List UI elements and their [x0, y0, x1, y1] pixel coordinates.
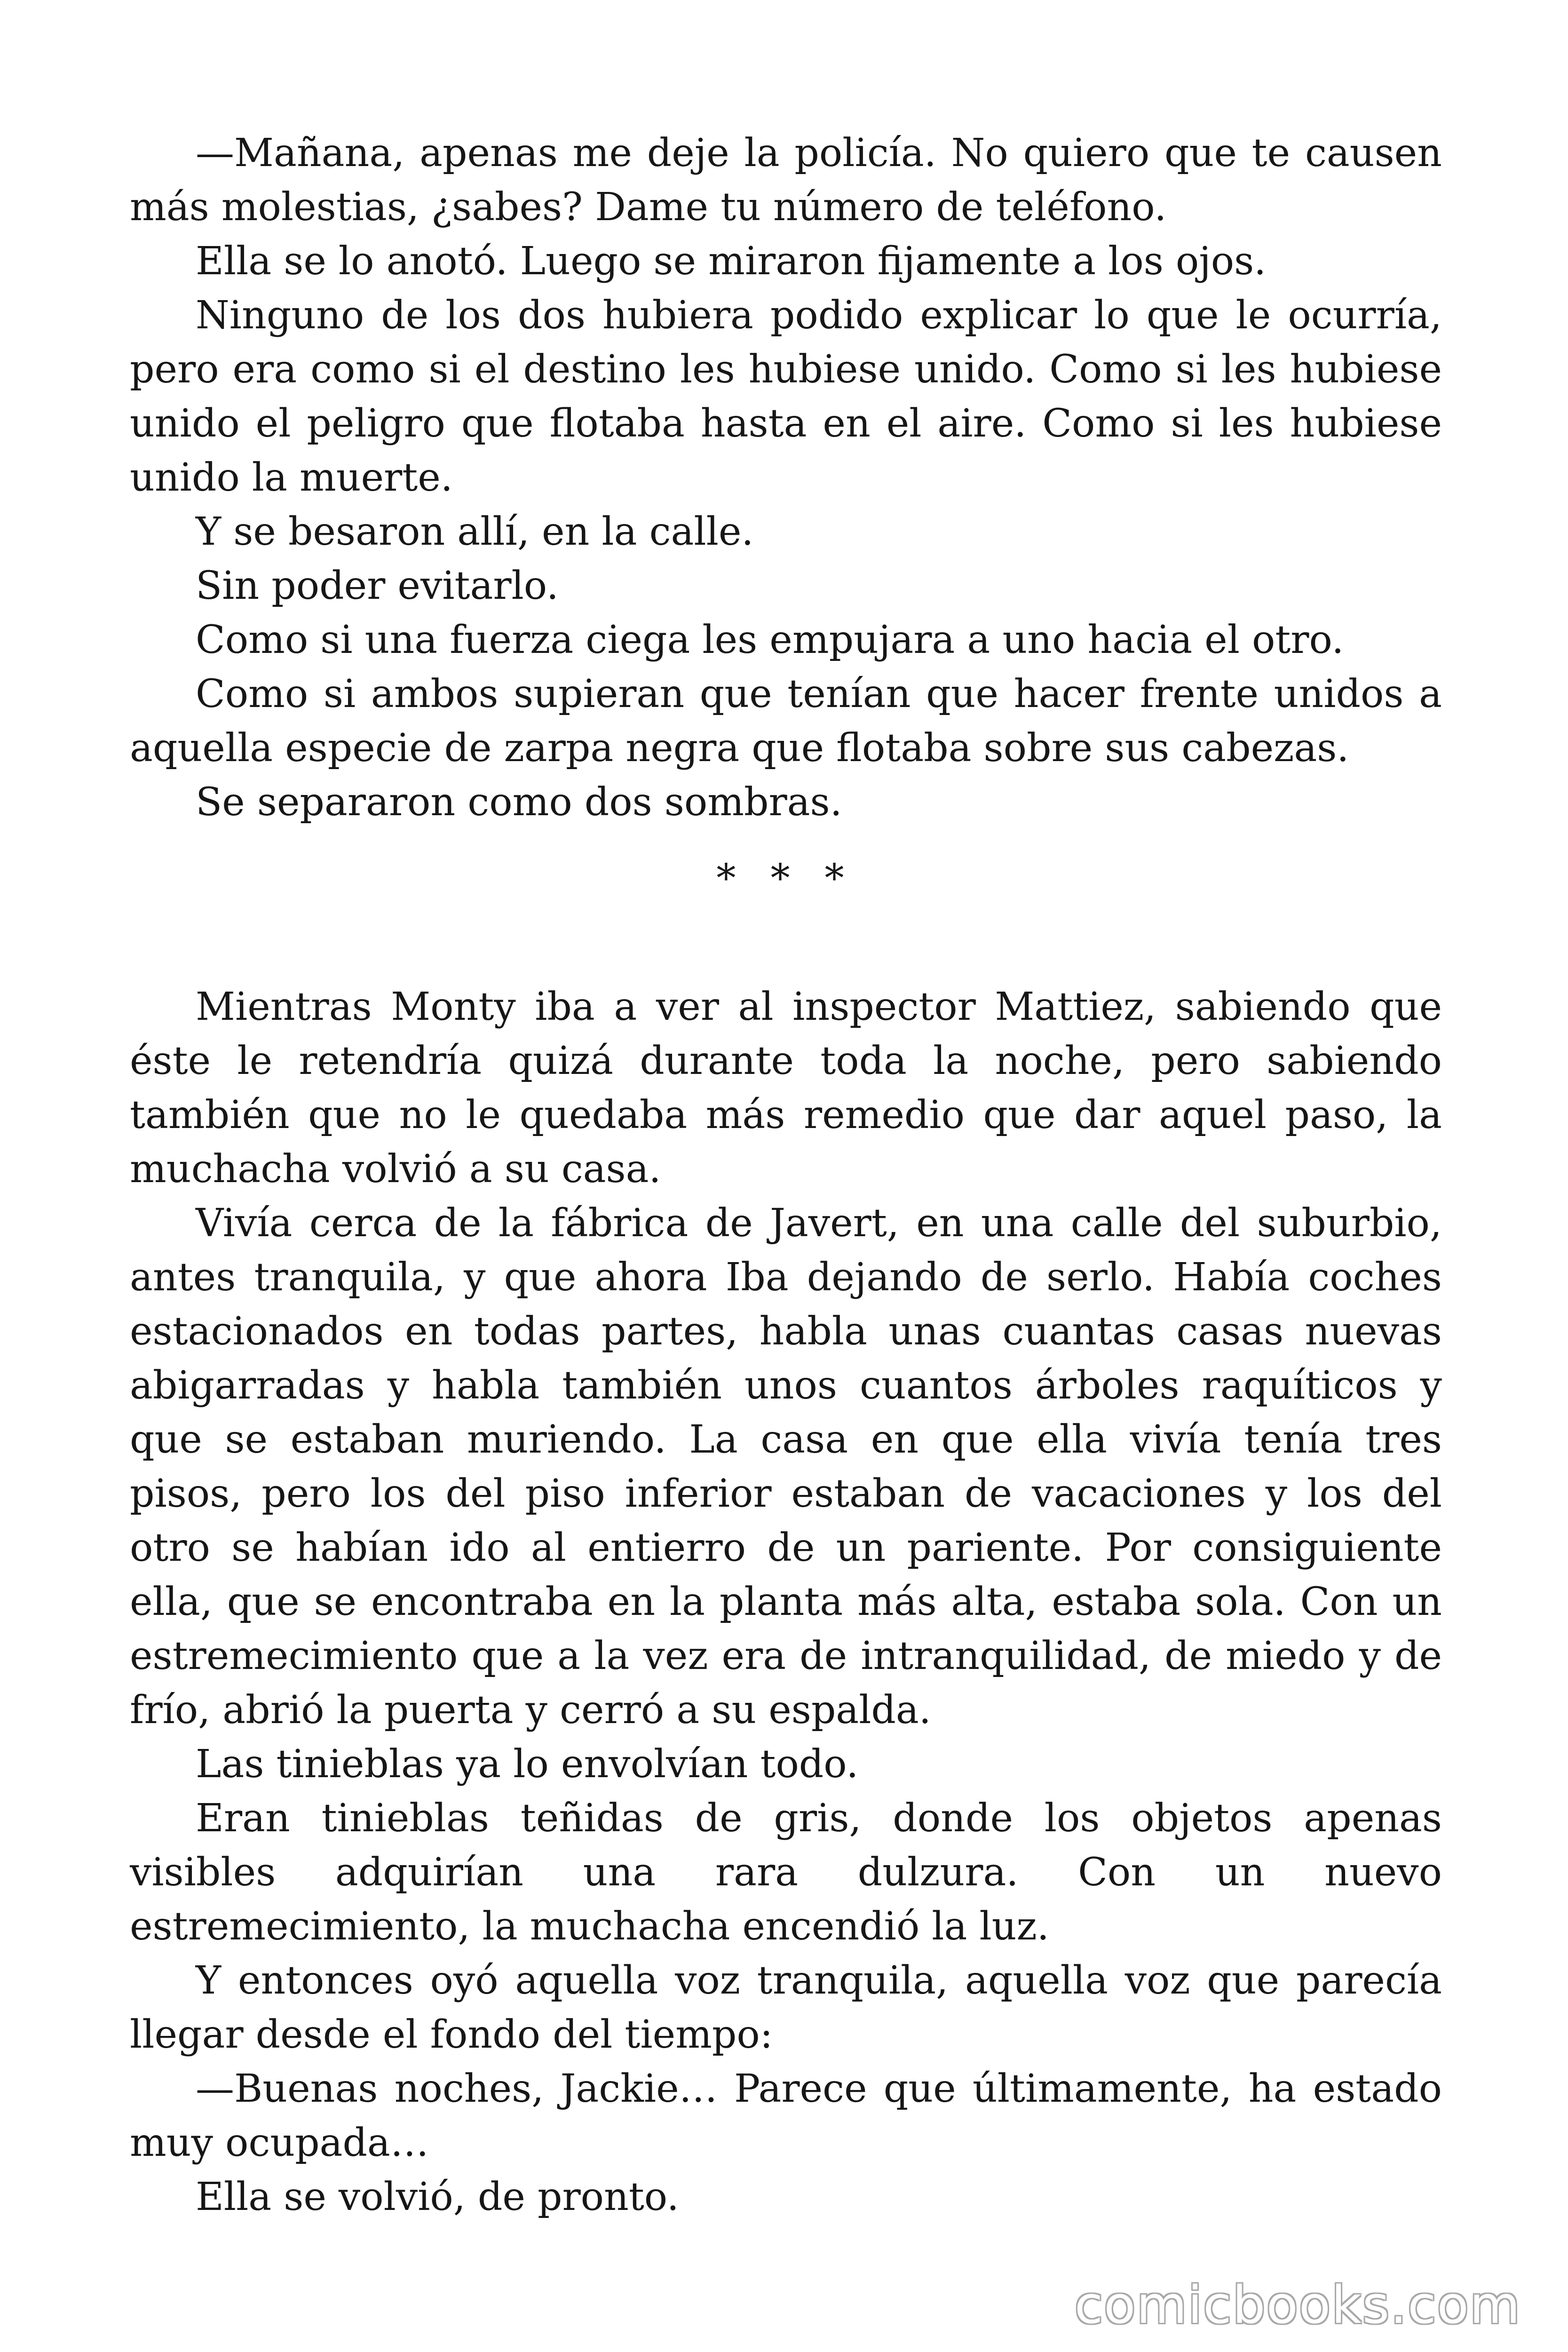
paragraph: Como si ambos supieran que tenían que hacer frente unidos a aquella especie de zarpa negra que flotaba sobre sus cabezas. [130, 672, 1442, 771]
paragraph: —Buenas noches, Jackie… Parece que últimamente, ha estado muy ocupada… [130, 2066, 1442, 2165]
paragraph: Ninguno de los dos hubiera podido explicar lo que le ocurría, pero era como si el destino les hubiese unido. Como si les hubiese unido el peligro que flotaba hasta en el aire. Como si les hubiese unido la muerte. [130, 293, 1442, 500]
watermark-logo: comicbooks.com [1074, 2275, 1521, 2335]
paragraph: Vivía cerca de la fábrica de Javert, en una calle del suburbio, antes tranquila, y que ahora Iba dejando de serlo. Había coches estacionados en todas partes, habla unas cuantas casas nuevas abigarradas y habla también unos cuantos árboles raquíticos y que se estaban muriendo. La casa en que ella vivía tenía tres pisos, pero los del piso inferior estaban de vacaciones y los del otro se habían ido al entierro de un pariente. Por consiguiente ella, que se encontraba en la planta más alta, estaba sola. Con un estremecimiento que a la vez era de intranquilidad, de miedo y de frío, abrió la puerta y cerró a su espalda. [130, 1201, 1442, 1732]
paragraph: —Mañana, apenas me deje la policía. No quiero que te causen más molestias, ¿sabes? Dame tu número de teléfono. [130, 131, 1442, 230]
paragraph: Eran tinieblas teñidas de gris, donde los objetos apenas visibles adquirían una rara dulzura. Con un nuevo estremecimiento, la muchacha encendió la luz. [130, 1796, 1442, 1949]
paragraph: Como si una fuerza ciega les empujara a uno hacia el otro. [196, 618, 1344, 662]
page-body-text [130, 126, 1442, 2224]
paragraph: Y se besaron allí, en la calle. [196, 509, 754, 554]
scene-break: * * * [716, 856, 855, 901]
paragraph: Se separaron como dos sombras. [196, 780, 842, 825]
paragraph: Mientras Monty iba a ver al inspector Mattiez, sabiendo que éste le retendría quizá durante toda la noche, pero sabiendo también que no le quedaba más remedio que dar aquel paso, la muchacha volvió a su casa. [130, 985, 1442, 1192]
paragraph: Y entonces oyó aquella voz tranquila, aquella voz que parecía llegar desde el fondo del tiempo: [130, 1958, 1442, 2057]
paragraph: Ella se lo anotó. Luego se miraron fijamente a los ojos. [196, 239, 1267, 284]
paragraph: Ella se volvió, de pronto. [196, 2175, 679, 2219]
paragraph: Sin poder evitarlo. [196, 564, 559, 608]
paragraph: Las tinieblas ya lo envolvían todo. [196, 1742, 859, 1787]
